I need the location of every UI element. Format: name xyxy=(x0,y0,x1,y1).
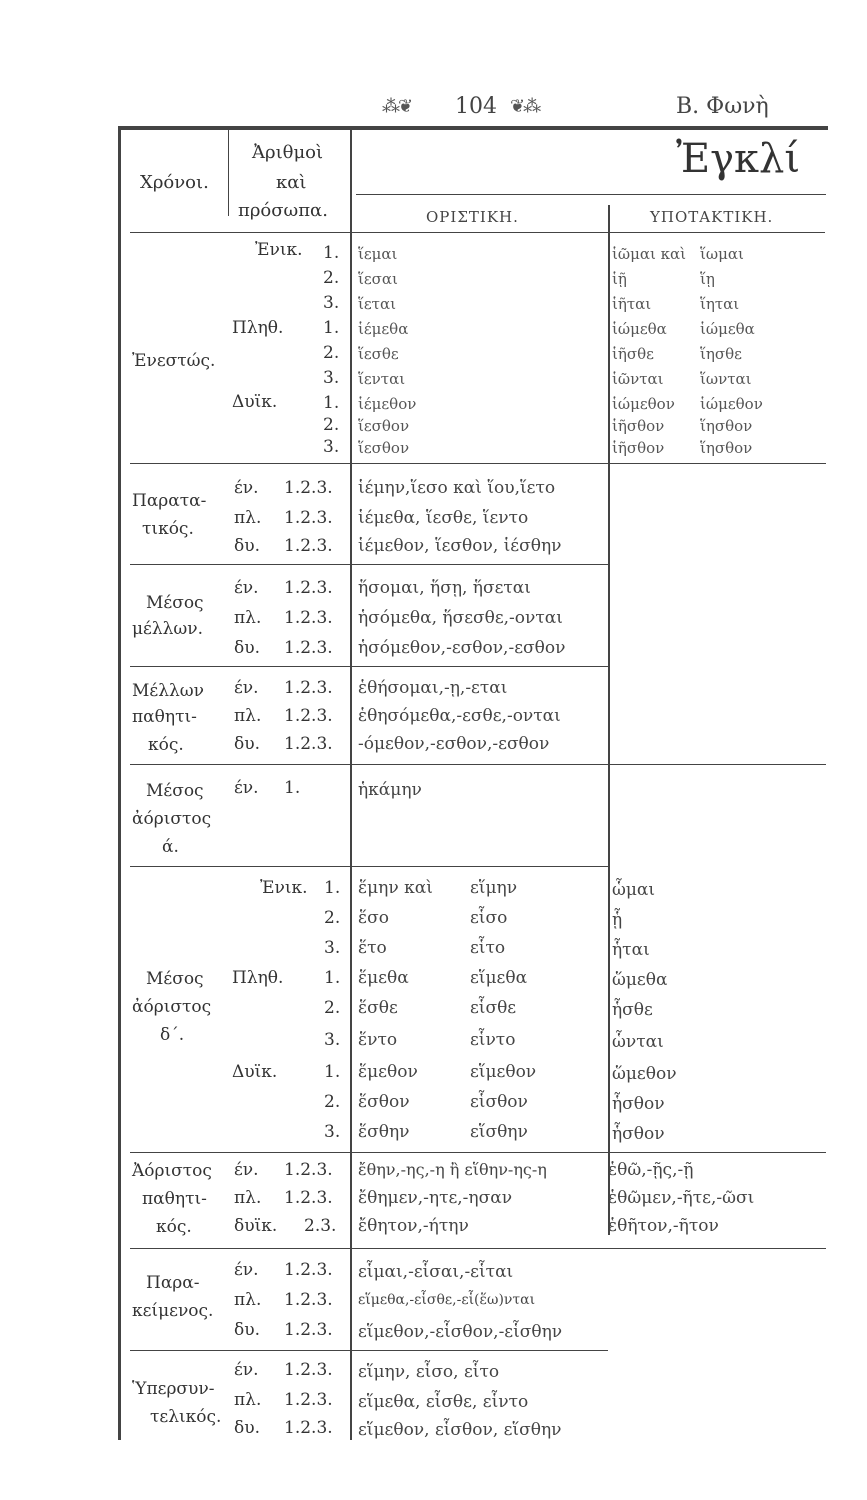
subjunctive-form: ἑθῶμεν,-ῆτε,-ῶσι xyxy=(608,1188,755,1208)
person-number: 1.2.3. xyxy=(284,1188,333,1208)
subjunctive-form: ἧσθε xyxy=(612,1000,653,1020)
subjunctive-form-alt: ἵησθον xyxy=(700,439,753,457)
person-number: 1.2.3. xyxy=(284,1290,333,1310)
indicative-form-alt: εἷντο xyxy=(470,1030,516,1050)
section-divider xyxy=(130,1152,826,1153)
number-label: δυ. xyxy=(234,1418,260,1438)
indicative-form: ἔθην,-ης,-η ἢ εἵθην-ης-η xyxy=(358,1160,547,1179)
col-subjunctive-header: ΥΠΟΤΑΚΤΙΚΗ. xyxy=(650,208,774,226)
number-label: δυ. xyxy=(234,734,260,754)
col-divider-1 xyxy=(228,130,229,216)
person-number: 1.2.3. xyxy=(284,1260,333,1280)
person-number: 3. xyxy=(323,293,340,313)
indicative-form: ἱέμεθα, ἵεσθε, ἵεντο xyxy=(358,508,529,528)
subjunctive-form: ἱῶνται xyxy=(612,370,664,388)
tense-mesos-mellon-1: Μέσος xyxy=(146,593,204,613)
number-label: πλ. xyxy=(234,1188,262,1208)
number-label: Πληθ. xyxy=(232,318,284,338)
indicative-form: ἥσομαι, ἥσῃ, ἥσεται xyxy=(358,578,531,598)
col-indicative-header: ΟΡΙΣΤΙΚΗ. xyxy=(426,208,519,226)
number-label: έν. xyxy=(234,678,259,698)
tense-mesos-aoristos-a-1: Μέσος xyxy=(146,781,204,801)
indicative-form: ἕμεθα xyxy=(358,968,409,988)
indicative-form: ἵεμαι xyxy=(358,245,398,263)
indicative-form: ἕσθε xyxy=(358,998,398,1018)
mood-underline xyxy=(356,194,826,195)
number-label: Ἐνικ. xyxy=(255,240,303,260)
indicative-form: ἕμην καὶ xyxy=(358,878,433,898)
number-label: έν. xyxy=(234,578,259,598)
subjunctive-form: ἑθῶ,-ῇς,-ῇ xyxy=(608,1160,694,1180)
number-label: πλ. xyxy=(234,706,262,726)
number-label: έν. xyxy=(234,1360,259,1380)
subjunctive-form: ἱῆσθον xyxy=(612,439,665,457)
indicative-form: ἵεσθον xyxy=(358,439,410,457)
indicative-form-alt: εἵμεθον xyxy=(470,1062,537,1082)
subjunctive-form: ἱῇ xyxy=(612,270,627,288)
tense-mellon-pathetikos-1: Μέλλων xyxy=(132,681,204,701)
person-number: 1.2.3. xyxy=(284,608,333,628)
number-label: δυ. xyxy=(234,536,260,556)
number-label: έν. xyxy=(234,478,259,498)
number-label: πλ. xyxy=(234,1390,262,1410)
subjunctive-form-alt: ἵησθε xyxy=(700,345,742,363)
number-label: έν. xyxy=(234,1160,259,1180)
indicative-form: ἔθημεν,-ητε,-ησαν xyxy=(358,1188,513,1208)
section-divider xyxy=(130,764,826,765)
col-divider-3 xyxy=(608,205,610,1235)
indicative-form: εἵμεθον,-εἷσθον,-εἷσθην xyxy=(358,1322,563,1342)
subjunctive-form: ἱῶμαι καὶ xyxy=(612,245,687,263)
tense-mesos-aoristos-a-2: ἀόριστος xyxy=(132,809,212,829)
person-number: 1. xyxy=(323,318,340,338)
number-label: Δυϊκ. xyxy=(232,1062,278,1082)
indicative-form: εἵμεθα,-εἷσθε,-εἷ(ἕω)νται xyxy=(358,1292,536,1308)
person-number: 2. xyxy=(323,415,340,435)
ornament-right: ❦⁂ xyxy=(510,96,540,117)
subjunctive-form-alt: ἵωνται xyxy=(700,370,752,388)
indicative-form-alt: εἷτο xyxy=(470,938,506,958)
subjunctive-form: ἧται xyxy=(612,940,650,960)
person-number: 1.2.3. xyxy=(284,1360,333,1380)
col-divider-2 xyxy=(350,130,352,1440)
indicative-form: ἕντο xyxy=(358,1030,398,1050)
ornament-left: ⁂❦ xyxy=(382,96,412,117)
subjunctive-form-alt: ἵηται xyxy=(700,295,740,313)
subjunctive-form: ὥμεθα xyxy=(612,970,668,990)
indicative-form: ἱέμεθον xyxy=(358,395,417,413)
person-number: 1.2.3. xyxy=(284,1320,333,1340)
table-top-rule xyxy=(118,126,828,130)
subjunctive-form-alt: ἱώμεθα xyxy=(700,320,755,338)
tense-parakeimenos-2: κείμενος. xyxy=(132,1301,214,1321)
person-number: 1. xyxy=(323,393,340,413)
subjunctive-form: ἱῆσθε xyxy=(612,345,654,363)
subjunctive-form: ἱώμεθα xyxy=(612,320,667,338)
col-person-header-3: πρόσωπα. xyxy=(238,200,328,221)
indicative-form: ἵεσθε xyxy=(358,345,399,363)
subjunctive-form: ᾗ xyxy=(612,910,623,930)
indicative-form: -όμεθον,-εσθον,-εσθον xyxy=(358,734,550,754)
indicative-form-alt: εἵμεθα xyxy=(470,968,528,988)
indicative-form: ἵενται xyxy=(358,370,406,388)
person-number: 2. xyxy=(323,268,340,288)
indicative-form: ἱέμεθα xyxy=(358,320,409,338)
tense-mesos-aoristos-b-1: Μέσος xyxy=(146,969,204,989)
indicative-form: ἑθησόμεθα,-εσθε,-ονται xyxy=(358,706,561,726)
subjunctive-form: ἑθῆτον,-ῆτον xyxy=(608,1216,719,1236)
indicative-form-alt: εἷσθε xyxy=(470,998,517,1018)
tense-hypersyntelikos-2: τελικός. xyxy=(150,1407,222,1427)
person-number: 1.2.3. xyxy=(284,1160,333,1180)
person-number: 3. xyxy=(323,437,340,457)
person-number: 1. xyxy=(324,968,341,988)
section-divider xyxy=(130,666,608,667)
person-number: 1.2.3. xyxy=(284,478,333,498)
col-person-header-2: καὶ xyxy=(276,172,307,193)
person-number: 3. xyxy=(323,368,340,388)
table-left-rule xyxy=(118,126,121,1440)
subjunctive-form: ἱῆται xyxy=(612,295,652,313)
indicative-form: εἷμαι,-εἷσαι,-εἷται xyxy=(358,1262,514,1282)
indicative-form: ἡσόμεθα, ἥσεσθε,-ονται xyxy=(358,608,563,628)
number-label: πλ. xyxy=(234,608,262,628)
indicative-form-alt: εἷσθον xyxy=(470,1092,528,1112)
indicative-form: ἡσόμεθον,-εσθον,-εσθον xyxy=(358,638,566,658)
header-bottom-rule xyxy=(130,232,825,233)
indicative-form: ἱέμην,ἵεσο καὶ ἵου,ἵετο xyxy=(358,478,556,498)
tense-aoristos-pathetikos-2: παθητι- xyxy=(142,1189,207,1209)
subjunctive-form: ὥμεθον xyxy=(612,1064,677,1084)
tense-paratatikos-2: τικός. xyxy=(142,519,194,539)
person-number: 1.2.3. xyxy=(284,1390,333,1410)
subjunctive-form: ἧσθον xyxy=(612,1124,665,1144)
indicative-form-alt: εἵμην xyxy=(470,878,518,898)
number-label: πλ. xyxy=(234,508,262,528)
indicative-form: ἕτο xyxy=(358,938,387,958)
person-number: 1.2.3. xyxy=(284,706,333,726)
person-number: 1.2.3. xyxy=(284,578,333,598)
subjunctive-form: ἱῆσθον xyxy=(612,417,665,435)
subjunctive-form-alt: ἱώμεθον xyxy=(700,395,763,413)
indicative-form: εἵμεθον, εἷσθον, εἵσθην xyxy=(358,1420,562,1440)
number-label: δυ. xyxy=(234,1320,260,1340)
person-number: 3. xyxy=(324,938,341,958)
person-number: 1.2.3. xyxy=(284,1418,333,1438)
number-label: έν. xyxy=(234,1260,259,1280)
person-number: 1.2.3. xyxy=(284,678,333,698)
subjunctive-form: ἧσθον xyxy=(612,1094,665,1114)
person-number: 2. xyxy=(324,998,341,1018)
col-tense-header: Χρόνοι. xyxy=(140,172,209,193)
number-label: Ἐνικ. xyxy=(260,878,308,898)
indicative-form: ἕσθην xyxy=(358,1122,410,1142)
subjunctive-form-alt: ἵωμαι xyxy=(700,245,744,263)
tense-aoristos-pathetikos-3: κός. xyxy=(156,1217,192,1237)
indicative-form: ἵεσθον xyxy=(358,417,410,435)
person-number: 1. xyxy=(324,1062,341,1082)
person-number: 1. xyxy=(324,878,341,898)
indicative-form: εἵμην, εἷσο, εἷτο xyxy=(358,1362,500,1382)
section-divider xyxy=(130,564,608,565)
person-number: 1.2.3. xyxy=(284,508,333,528)
number-label: έν. xyxy=(234,778,259,798)
indicative-form: ἔθητον,-ήτην xyxy=(358,1216,469,1236)
subjunctive-form: ὧνται xyxy=(612,1032,664,1052)
section-divider xyxy=(130,1248,826,1249)
tense-paratatikos-1: Παρατα- xyxy=(132,491,207,511)
person-number: 3. xyxy=(324,1122,341,1142)
section-divider xyxy=(130,866,608,867)
person-number: 2. xyxy=(324,1092,341,1112)
indicative-form: ἕσθον xyxy=(358,1092,410,1112)
subjunctive-form: ὧμαι xyxy=(612,880,656,900)
tense-aoristos-pathetikos-1: Ἀόριστος xyxy=(132,1161,212,1181)
section-divider xyxy=(130,463,826,464)
subjunctive-form-alt: ἵῃ xyxy=(700,270,715,288)
indicative-form: ἑθήσομαι,-ῃ,-εται xyxy=(358,678,508,698)
col-person-header-1: Ἀριθμοὶ xyxy=(252,142,324,163)
indicative-form: ἡκάμην xyxy=(358,780,422,800)
tense-mesos-aoristos-a-3: ά. xyxy=(162,837,179,857)
subjunctive-form-alt: ἵησθον xyxy=(700,417,753,435)
number-label: δυ. xyxy=(234,638,260,658)
tense-enestos: Ἐνεστώς. xyxy=(132,351,216,371)
subjunctive-form: ἱώμεθον xyxy=(612,395,675,413)
running-title: Β. Φωνὴ xyxy=(676,94,769,119)
tense-parakeimenos-1: Παρα- xyxy=(146,1273,200,1293)
indicative-form: ἵεται xyxy=(358,295,396,313)
number-label: Δυϊκ. xyxy=(232,392,278,412)
tense-mesos-mellon-2: μέλλων. xyxy=(132,619,204,639)
page-number: 104 xyxy=(455,94,497,119)
tense-mesos-aoristos-b-2: ἀόριστος xyxy=(132,997,212,1017)
indicative-form: ἵεσαι xyxy=(358,270,398,288)
person-number: 1.2.3. xyxy=(284,638,333,658)
indicative-form: ἕμεθον xyxy=(358,1062,418,1082)
tense-mellon-pathetikos-2: παθητι- xyxy=(132,707,197,727)
person-number: 1. xyxy=(323,243,340,263)
number-label: Πληθ. xyxy=(232,968,284,988)
tense-hypersyntelikos-1: Ὑπερσυν- xyxy=(132,1379,215,1399)
person-number: 2. xyxy=(323,343,340,363)
section-divider xyxy=(130,1350,608,1351)
number-label: πλ. xyxy=(234,1290,262,1310)
indicative-form: εἵμεθα, εἷσθε, εἷντο xyxy=(358,1392,529,1412)
person-number: 3. xyxy=(324,1030,341,1050)
person-number: 1.2.3. xyxy=(284,536,333,556)
person-number: 2. xyxy=(324,908,341,928)
number-label: δυϊκ. xyxy=(234,1216,278,1236)
person-number: 1. xyxy=(284,778,301,798)
tense-mesos-aoristos-b-3: δ΄. xyxy=(160,1025,185,1045)
person-number: 2.3. xyxy=(304,1216,337,1236)
person-number: 1.2.3. xyxy=(284,734,333,754)
indicative-form: ἕσο xyxy=(358,908,389,928)
tense-mellon-pathetikos-3: κός. xyxy=(148,735,184,755)
indicative-form-alt: εἷσο xyxy=(470,908,508,928)
indicative-form-alt: εἵσθην xyxy=(470,1122,528,1142)
mood-banner: Ἐγκλί xyxy=(676,136,801,182)
indicative-form: ἱέμεθον, ἵεσθον, ἱέσθην xyxy=(358,536,562,556)
